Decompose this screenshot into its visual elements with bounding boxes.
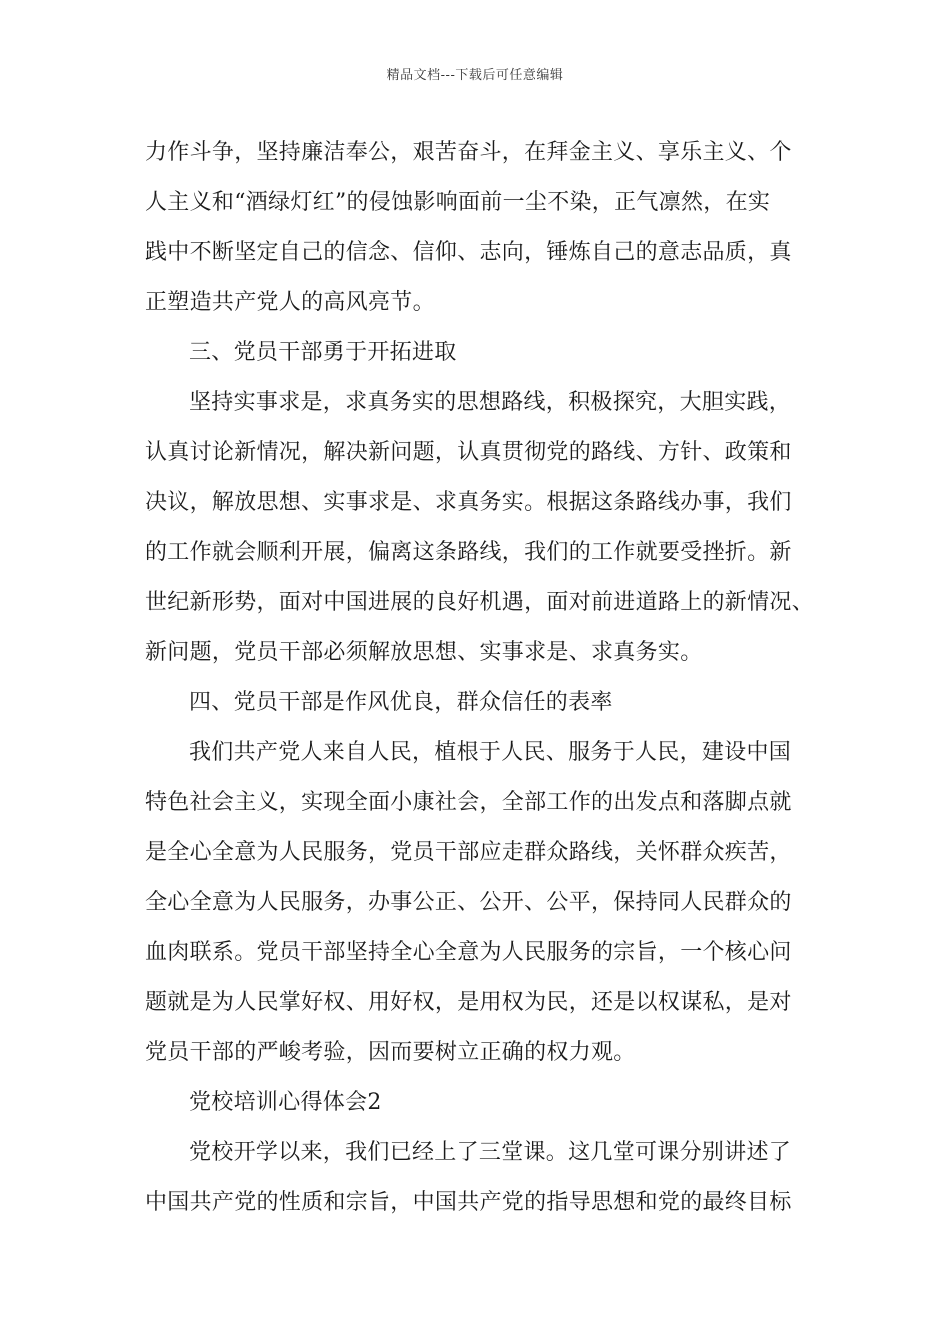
text-line: 中国共产党的性质和宗旨，中国共产党的指导思想和党的最终目标 — [145, 1190, 792, 1215]
text-line: 党员干部的严峻考验，因而要树立正确的权力观。 — [145, 1040, 636, 1065]
text-line: 血肉联系。党员干部坚持全心全意为人民服务的宗旨，一个核心问 — [145, 940, 792, 965]
text-line: 的工作就会顺利开展，偏离这条路线，我们的工作就要受挫折。新 — [145, 540, 792, 565]
text-line: 认真讨论新情况，解决新问题，认真贯彻党的路线、方针、政策和 — [145, 440, 792, 465]
text-line: 人主义和“酒绿灯红”的侵蚀影响面前一尘不染，正气凛然，在实 — [145, 190, 771, 215]
text-line: 决议，解放思想、实事求是、求真务实。根据这条路线办事，我们 — [145, 490, 792, 515]
text-line: 三、党员干部勇于开拓进取 — [189, 340, 457, 365]
text-line: 力作斗争，坚持廉洁奉公，艰苦奋斗，在拜金主义、享乐主义、个 — [145, 140, 792, 165]
text-line: 是全心全意为人民服务，党员干部应走群众路线，关怀群众疾苦， — [145, 840, 792, 865]
document-body — [145, 128, 815, 1228]
text-line: 践中不断坚定自己的信念、信仰、志向，锤炼自己的意志品质，真 — [145, 240, 792, 265]
text-line: 全心全意为人民服务，办事公正、公开、公平，保持同人民群众的 — [145, 890, 792, 915]
text-line: 世纪新形势，面对中国进展的良好机遇，面对前进道路上的新情况、 — [145, 590, 815, 615]
text-line: 题就是为人民掌好权、用好权，是用权为民，还是以权谋私，是对 — [145, 990, 792, 1015]
text-line: 我们共产党人来自人民，植根于人民、服务于人民，建设中国 — [189, 740, 792, 765]
text-line: 党校培训心得体会2 — [189, 1090, 382, 1115]
text-line: 坚持实事求是，求真务实的思想路线，积极探究，大胆实践， — [189, 390, 792, 415]
page-header: 精品文档---下载后可任意编辑 — [386, 68, 564, 83]
text-line: 新问题，党员干部必须解放思想、实事求是、求真务实。 — [145, 640, 703, 665]
text-line: 特色社会主义，实现全面小康社会，全部工作的出发点和落脚点就 — [145, 790, 792, 815]
text-line: 正塑造共产党人的高风亮节。 — [145, 290, 435, 315]
text-line: 四、党员干部是作风优良，群众信任的表率 — [189, 690, 613, 715]
text-line: 党校开学以来，我们已经上了三堂课。这几堂可课分别讲述了 — [189, 1140, 792, 1165]
